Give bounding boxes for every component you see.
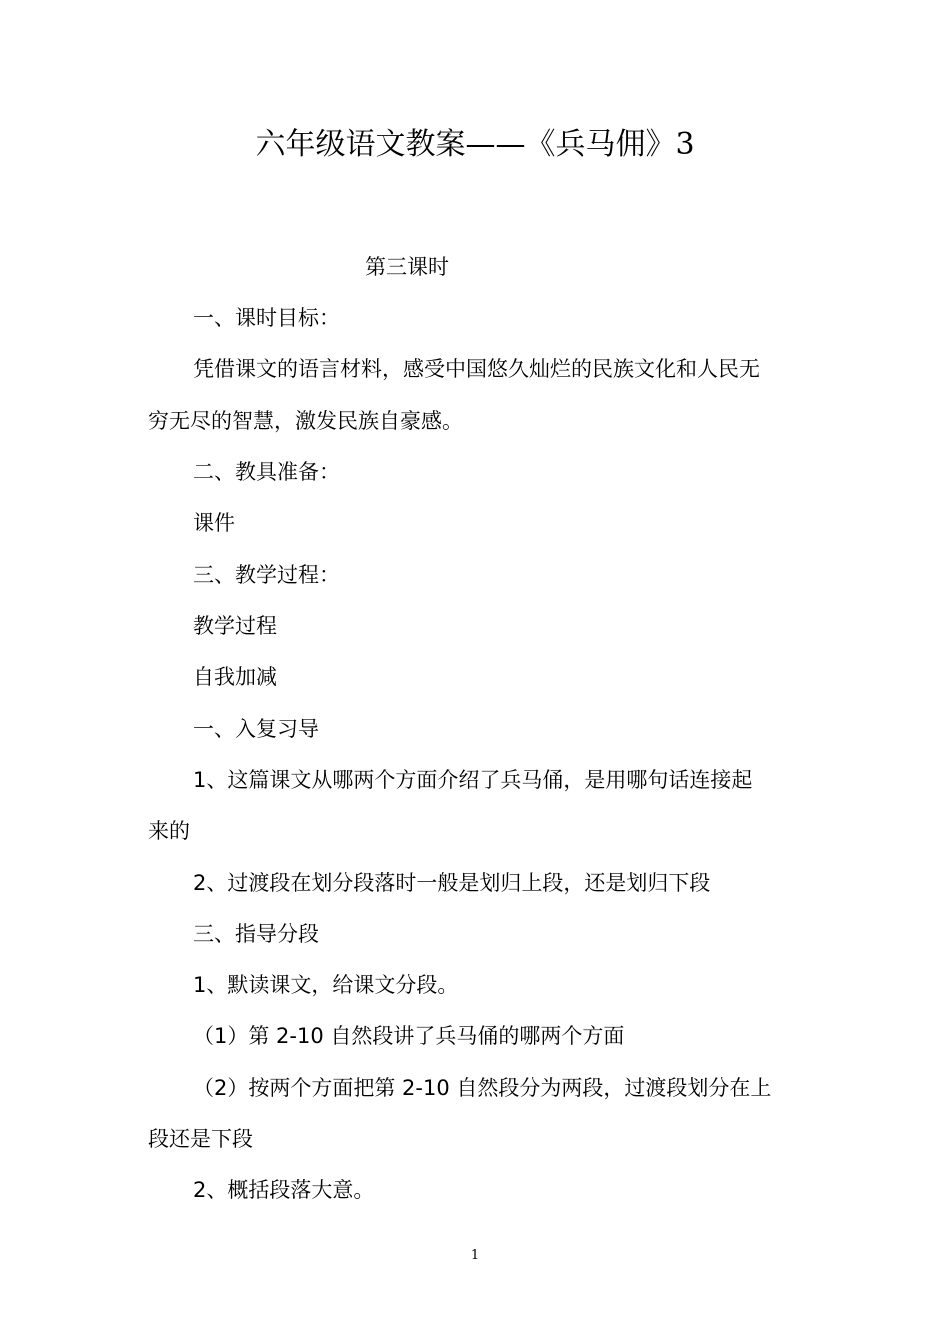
paragraph: 三、指导分段 — [193, 922, 319, 946]
paragraph: 段还是下段 — [148, 1127, 253, 1151]
paragraph: 教学过程 — [193, 614, 277, 638]
document-title: 六年级语文教案——《兵马佣》3 — [255, 127, 695, 162]
paragraph: 二、教具准备： — [193, 460, 340, 484]
paragraph: （1）第 2-10 自然段讲了兵马俑的哪两个方面 — [193, 1024, 625, 1048]
paragraph: 2、过渡段在划分段落时一般是划归上段，还是划归下段 — [193, 871, 711, 895]
paragraph: 自我加减 — [193, 665, 277, 689]
paragraph: 1、这篇课文从哪两个方面介绍了兵马俑，是用哪句话连接起 — [193, 768, 753, 792]
paragraph: 穷无尽的智慧，激发民族自豪感。 — [148, 409, 463, 433]
paragraph: 课件 — [193, 511, 235, 535]
paragraph: 来的 — [148, 819, 190, 843]
paragraph: 2、概括段落大意。 — [193, 1178, 375, 1202]
section-title: 第三课时 — [365, 255, 449, 279]
paragraph: 一、入复习导 — [193, 717, 319, 741]
paragraph: 1、默读课文，给课文分段。 — [193, 973, 459, 997]
paragraph: 凭借课文的语言材料，感受中国悠久灿烂的民族文化和人民无 — [193, 357, 760, 381]
page-number: 1 — [470, 1248, 480, 1263]
paragraph: 三、教学过程： — [193, 563, 340, 587]
paragraph: 一、课时目标： — [193, 306, 340, 330]
paragraph: （2）按两个方面把第 2-10 自然段分为两段，过渡段划分在上 — [193, 1076, 772, 1100]
